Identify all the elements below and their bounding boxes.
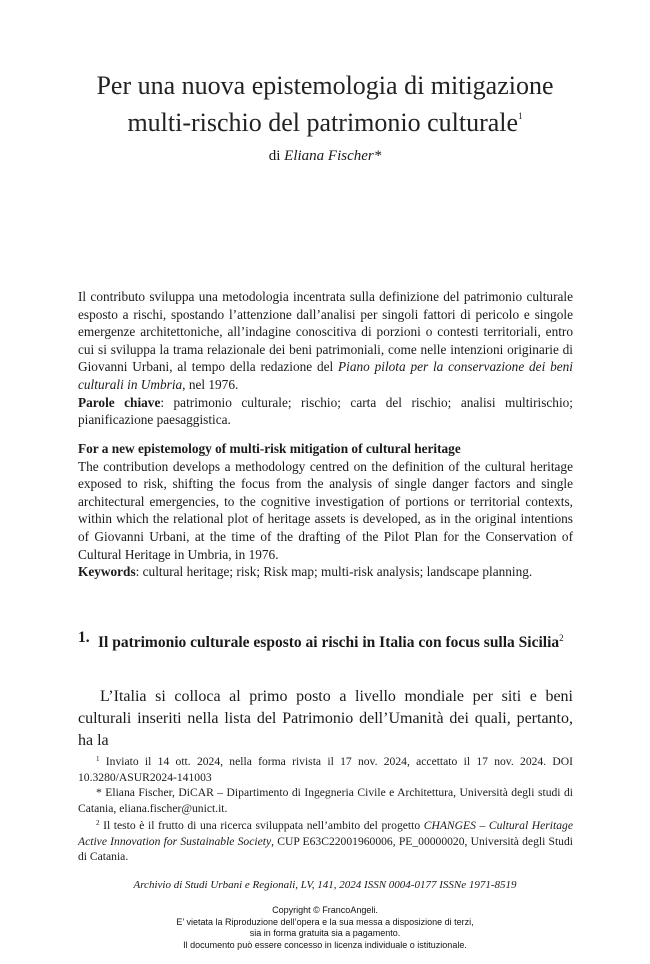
footnote-2-text-2: , CUP E63C22001960006, PE_00000020, Università degli Studi di Catania.: [78, 834, 573, 863]
title-line-1: Per una nuova epistemologia di mitigazione: [96, 71, 554, 100]
footnote-1-mark: 1: [96, 755, 100, 763]
footnote-2-text-1: Il testo è il frutto di una ricerca sviluppata nell’ambito del progetto: [103, 819, 424, 832]
copyright-line-3: sia in forma gratuita sia a pagamento.: [249, 928, 401, 938]
abstract-italian: [78, 288, 573, 429]
abstract-en-text: The contribution develops a methodology centred on the definition of the cultural heritage exposed to risk, shifting the focus from the analysis of single danger factors and single architectural emergencies, to the cognitive investigation of portions or territorial contexts, within which the relational plot of heritage assets is developed, as in the original intentions of Giovanni Urbani, at the time of the drafting of the Pilot Plan for the Conservation of Cultural Heritage in Umbria, in 1976.: [78, 458, 573, 562]
abstract-it-italic-title: Piano pilota per la conservazione dei beni culturali in Umbria: [78, 359, 573, 392]
title-footnote-mark[interactable]: 1: [518, 111, 523, 121]
copyright-line-2: E’ vietata la Riproduzione dell’opera e la sua messa a disposizione di terzi,: [176, 916, 474, 927]
article-title: [40, 70, 610, 138]
footnote-2: [78, 816, 573, 865]
footnote-2-project-name: CHANGES – Cultural Heritage Active Innovation for Sustainable Society: [78, 819, 573, 848]
section-title-text: Il patrimonio culturale esposto ai rischi in Italia con focus sulla Sicilia: [98, 634, 560, 651]
title-line-2-text: multi-rischio del patrimonio culturale: [127, 108, 519, 137]
journal-citation: Archivio di Studi Urbani e Regionali, LV, 141, 2024 ISSN 0004-0177 ISSNe 1971-8519: [133, 879, 517, 891]
keywords-it-label: Parole chiave: [78, 394, 161, 410]
footnote-1-text: Inviato il 14 ott. 2024, nella forma rivista il 17 nov. 2024, accettato il 17 nov. 2024. DOI 10.3280/ASUR2024-141003: [78, 755, 573, 784]
footnotes: [78, 752, 573, 865]
author-prefix: di: [268, 148, 281, 164]
section-title: [98, 628, 573, 653]
copyright-notice: [0, 905, 650, 951]
author-line: [0, 146, 650, 166]
copyright-line-1: Copyright © FrancoAngeli.: [272, 905, 378, 915]
footnote-author: * Eliana Fischer, DiCAR – Dipartimento di Ingegneria Civile e Architettura, Università degli studi di Catania, eliana.fischer@unict.it.: [78, 786, 573, 815]
section-footnote-mark[interactable]: 2: [559, 633, 564, 643]
section-number: 1.: [78, 629, 90, 646]
keywords-en-list: : cultural heritage; risk; Risk map; multi-risk analysis; landscape planning.: [135, 564, 533, 580]
abstract-it-text-1: Il contributo sviluppa una metodologia incentrata sulla definizione del patrimonio culturale esposto a rischi, spostando l’attenzione dall’analisi per singoli fattori di pericolo e singole emergenze architettoniche, all’indagine conoscitiva di porzioni o contesti territoriali, entro cui si sviluppa la trama relazionale dei beni patrimoniali, come nelle intenzioni originarie di Giovanni Urbani, al tempo della redazione del: [78, 289, 573, 375]
keywords-en-label: Keywords: [78, 564, 136, 580]
copyright-line-4: Il documento può essere concesso in licenza individuale o istituzionale.: [183, 939, 467, 950]
body-paragraph: L’Italia si colloca al primo posto a livello mondiale per siti e beni culturali inseriti nella lista del Patrimonio dell’Umanità dei quali, pertanto, ha la: [78, 688, 573, 749]
section-1-heading: [78, 628, 573, 653]
abstract-en-title: For a new epistemology of multi-risk mitigation of cultural heritage: [78, 441, 461, 456]
abstract-it-text-2: , nel 1976.: [182, 376, 239, 392]
title-line-2: [40, 101, 610, 138]
abstract-english: [78, 440, 573, 581]
author-name: Eliana Fischer*: [284, 148, 382, 164]
footnote-2-mark: 2: [96, 819, 100, 827]
keywords-it-list: : patrimonio culturale; rischio; carta del rischio; analisi multirischio; pianificazione paesaggistica.: [78, 394, 573, 428]
footnote-1: [78, 752, 573, 785]
